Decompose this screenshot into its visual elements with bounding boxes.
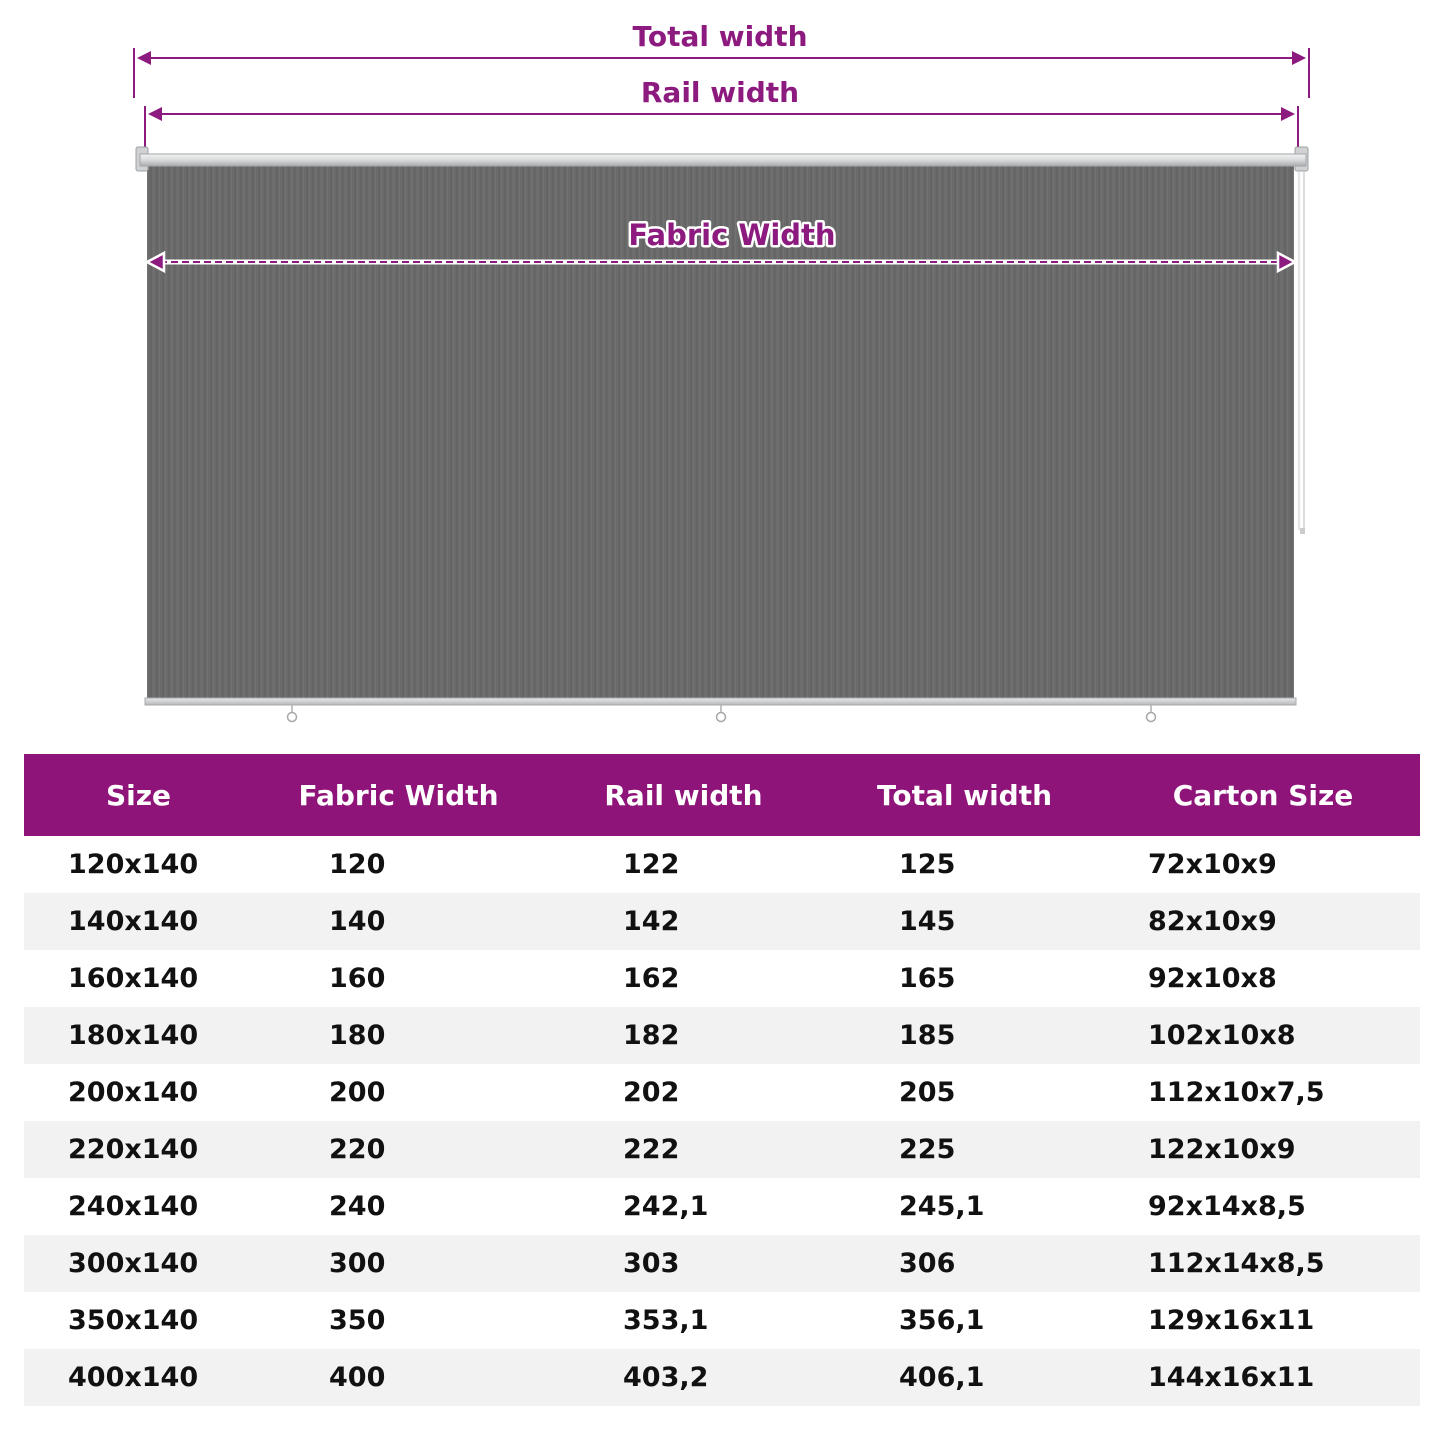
cell-rail-width: 202 xyxy=(623,1077,680,1108)
table-row xyxy=(24,1235,1420,1292)
cell-carton-size: 112x10x7,5 xyxy=(1148,1077,1325,1108)
cell-size: 120x140 xyxy=(68,849,199,880)
table-row xyxy=(24,836,1420,893)
table-row xyxy=(24,1292,1420,1349)
bottom-hook-2 xyxy=(717,713,726,722)
cell-size: 400x140 xyxy=(24,1349,253,1406)
header-size: Size xyxy=(24,754,253,836)
rail-width-label: Rail width xyxy=(640,76,800,109)
pull-chain xyxy=(1299,172,1305,534)
cell-rail-width: 142 xyxy=(544,893,823,950)
total-width-label: Total width xyxy=(632,20,808,53)
cell-size: 180x140 xyxy=(24,1007,253,1064)
cell-carton-size: 144x16x11 xyxy=(1106,1349,1420,1406)
cell-total-width: 306 xyxy=(823,1235,1106,1292)
cell-size: 350x140 xyxy=(68,1305,199,1336)
table-row xyxy=(24,893,1420,950)
total-width-arrow-left xyxy=(137,51,151,65)
cell-rail-width: 353,1 xyxy=(623,1305,709,1336)
cell-carton-size: 102x10x8 xyxy=(1106,1007,1420,1064)
bottom-bar-rod xyxy=(145,698,1296,705)
table-row xyxy=(24,1178,1420,1235)
header-total-width: Total width xyxy=(823,754,1106,836)
rail-width-dimension xyxy=(145,76,1298,152)
cell-size: 220x140 xyxy=(24,1121,253,1178)
size-table-body xyxy=(24,836,1420,1406)
cell-fabric-width: 220 xyxy=(253,1121,544,1178)
bottom-bar xyxy=(145,698,1296,722)
table-row xyxy=(24,1064,1420,1121)
cell-size: 140x140 xyxy=(24,893,253,950)
table-row xyxy=(24,1007,1420,1064)
cell-fabric-width: 350 xyxy=(329,1305,386,1336)
table-row xyxy=(24,950,1420,1007)
cell-fabric-width: 160 xyxy=(329,963,386,994)
cell-carton-size: 92x14x8,5 xyxy=(1148,1191,1306,1222)
cell-total-width: 165 xyxy=(899,963,956,994)
cell-carton-size: 112x14x8,5 xyxy=(1106,1235,1420,1292)
bottom-hook-1 xyxy=(288,713,297,722)
table-row xyxy=(24,1121,1420,1178)
cell-total-width: 245,1 xyxy=(899,1191,985,1222)
cell-carton-size: 82x10x9 xyxy=(1106,893,1420,950)
cell-fabric-width: 240 xyxy=(329,1191,386,1222)
cell-fabric-width: 180 xyxy=(253,1007,544,1064)
cell-fabric-width: 140 xyxy=(253,893,544,950)
cell-fabric-width: 400 xyxy=(253,1349,544,1406)
bottom-hook-3 xyxy=(1147,713,1156,722)
header-carton-size: Carton Size xyxy=(1106,754,1420,836)
rail-tube xyxy=(140,154,1306,166)
cell-total-width: 356,1 xyxy=(899,1305,985,1336)
cell-total-width: 406,1 xyxy=(823,1349,1106,1406)
cell-rail-width: 162 xyxy=(623,963,680,994)
cell-rail-width: 182 xyxy=(544,1007,823,1064)
cell-rail-width: 242,1 xyxy=(623,1191,709,1222)
cell-size: 200x140 xyxy=(68,1077,199,1108)
rail-width-arrow-left xyxy=(148,107,162,121)
header-fabric-width: Fabric Width xyxy=(253,754,544,836)
cell-total-width: 205 xyxy=(899,1077,956,1108)
size-table-header xyxy=(24,754,1420,836)
size-table xyxy=(24,754,1420,1406)
cell-rail-width: 403,2 xyxy=(544,1349,823,1406)
cell-size: 300x140 xyxy=(24,1235,253,1292)
cell-size: 240x140 xyxy=(68,1191,199,1222)
cell-carton-size: 122x10x9 xyxy=(1106,1121,1420,1178)
cell-size: 160x140 xyxy=(68,963,199,994)
cell-total-width: 145 xyxy=(823,893,1106,950)
total-width-arrow-right xyxy=(1292,51,1306,65)
cell-rail-width: 122 xyxy=(623,849,680,880)
table-row xyxy=(24,1349,1420,1406)
header-rail-width: Rail width xyxy=(544,754,823,836)
cell-total-width: 185 xyxy=(823,1007,1106,1064)
cell-fabric-width: 120 xyxy=(329,849,386,880)
cell-fabric-width: 300 xyxy=(253,1235,544,1292)
pull-chain-end xyxy=(1300,528,1305,534)
rail-width-arrow-right xyxy=(1281,107,1295,121)
fabric-width-label: Fabric Width xyxy=(628,218,836,252)
cell-carton-size: 92x10x8 xyxy=(1148,963,1277,994)
cell-total-width: 125 xyxy=(899,849,956,880)
cell-carton-size: 72x10x9 xyxy=(1148,849,1277,880)
cell-total-width: 225 xyxy=(823,1121,1106,1178)
cell-rail-width: 222 xyxy=(544,1121,823,1178)
header-row xyxy=(24,754,1420,836)
cell-rail-width: 303 xyxy=(544,1235,823,1292)
cell-carton-size: 129x16x11 xyxy=(1148,1305,1315,1336)
cell-fabric-width: 200 xyxy=(329,1077,386,1108)
